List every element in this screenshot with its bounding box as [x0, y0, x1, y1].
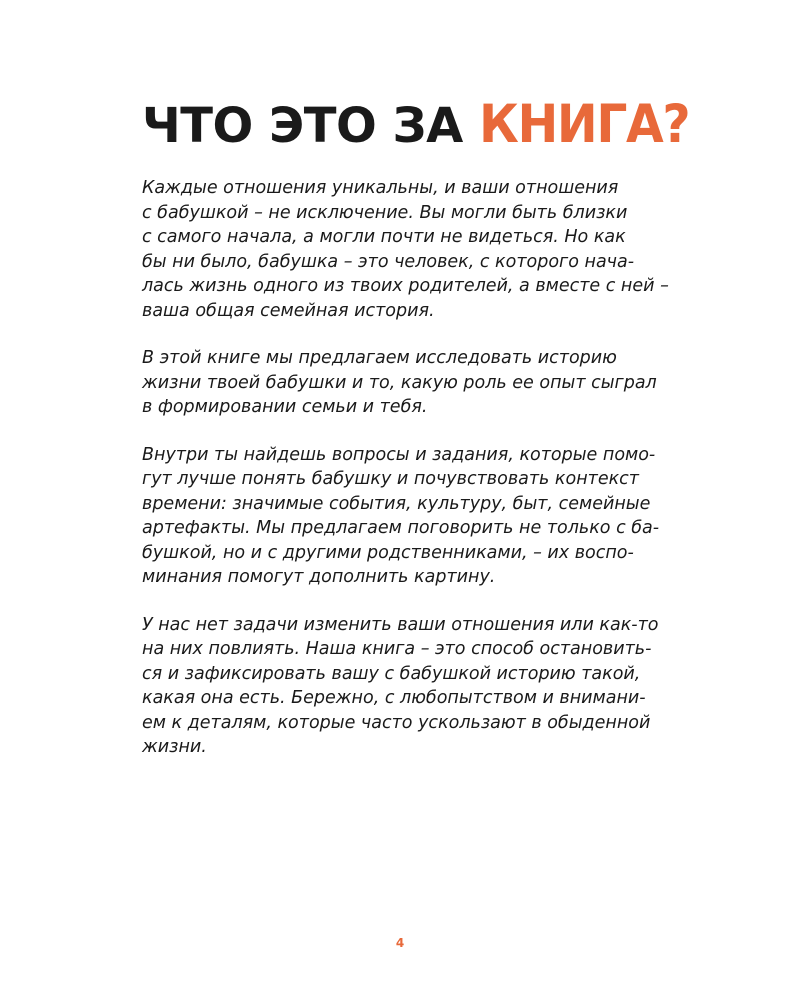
- text-line: гут лучше понять бабушку и почувствовать контекст: [142, 469, 639, 489]
- text-line: бушкой, но и с другими родственниками, – их воспо-: [142, 542, 634, 563]
- text-line: артефакты. Мы предлагаем поговорить не только с ба-: [142, 518, 660, 538]
- text-line: ваша общая семейная история.: [142, 300, 435, 321]
- paragraph-intro: [142, 176, 687, 323]
- text-line: минания помогут дополнить картину.: [142, 567, 496, 587]
- body-text: [142, 176, 687, 783]
- text-line: бы ни было, бабушка – это человек, с которого нача-: [142, 251, 635, 272]
- text-line: Внутри ты найдешь вопросы и задания, которые помо-: [142, 444, 656, 465]
- text-line: жизни.: [142, 737, 207, 757]
- page-title: [142, 94, 708, 155]
- text-line: В этой книге мы предлагаем исследовать историю: [142, 348, 617, 368]
- text-line: Каждые отношения уникальны, и ваши отношения: [142, 178, 619, 198]
- paragraph-contents: [142, 443, 687, 590]
- text-line: с самого начала, а могли почти не видеться. Но как: [142, 227, 626, 247]
- paragraph-goal: [142, 613, 687, 760]
- text-line: ем к деталям, которые часто ускользают в обыденной: [142, 712, 651, 733]
- text-line: У нас нет задачи изменить ваши отношения или как-то: [142, 614, 659, 635]
- text-line: жизни твоей бабушки и то, какую роль ее опыт сыграл: [142, 372, 657, 393]
- paragraph-purpose: [142, 346, 687, 420]
- text-line: в формировании семьи и тебя.: [142, 397, 428, 417]
- text-line: с бабушкой – не исключение. Вы могли быть близки: [142, 202, 628, 223]
- text-line: на них повлиять. Наша книга – это способ остановить-: [142, 639, 652, 659]
- page-number: 4: [395, 936, 405, 950]
- text-line: лась жизнь одного из твоих родителей, а вместе с ней –: [142, 276, 669, 296]
- text-line: времени: значимые события, культуру, быт, семейные: [142, 493, 651, 514]
- text-line: какая она есть. Бережно, с любопытством и внимани-: [142, 688, 646, 708]
- title-prefix: ЧТО ЭТО ЗА: [142, 98, 479, 154]
- title-highlight: КНИГА?: [479, 94, 690, 155]
- text-line: ся и зафиксировать вашу с бабушкой историю такой,: [142, 663, 641, 684]
